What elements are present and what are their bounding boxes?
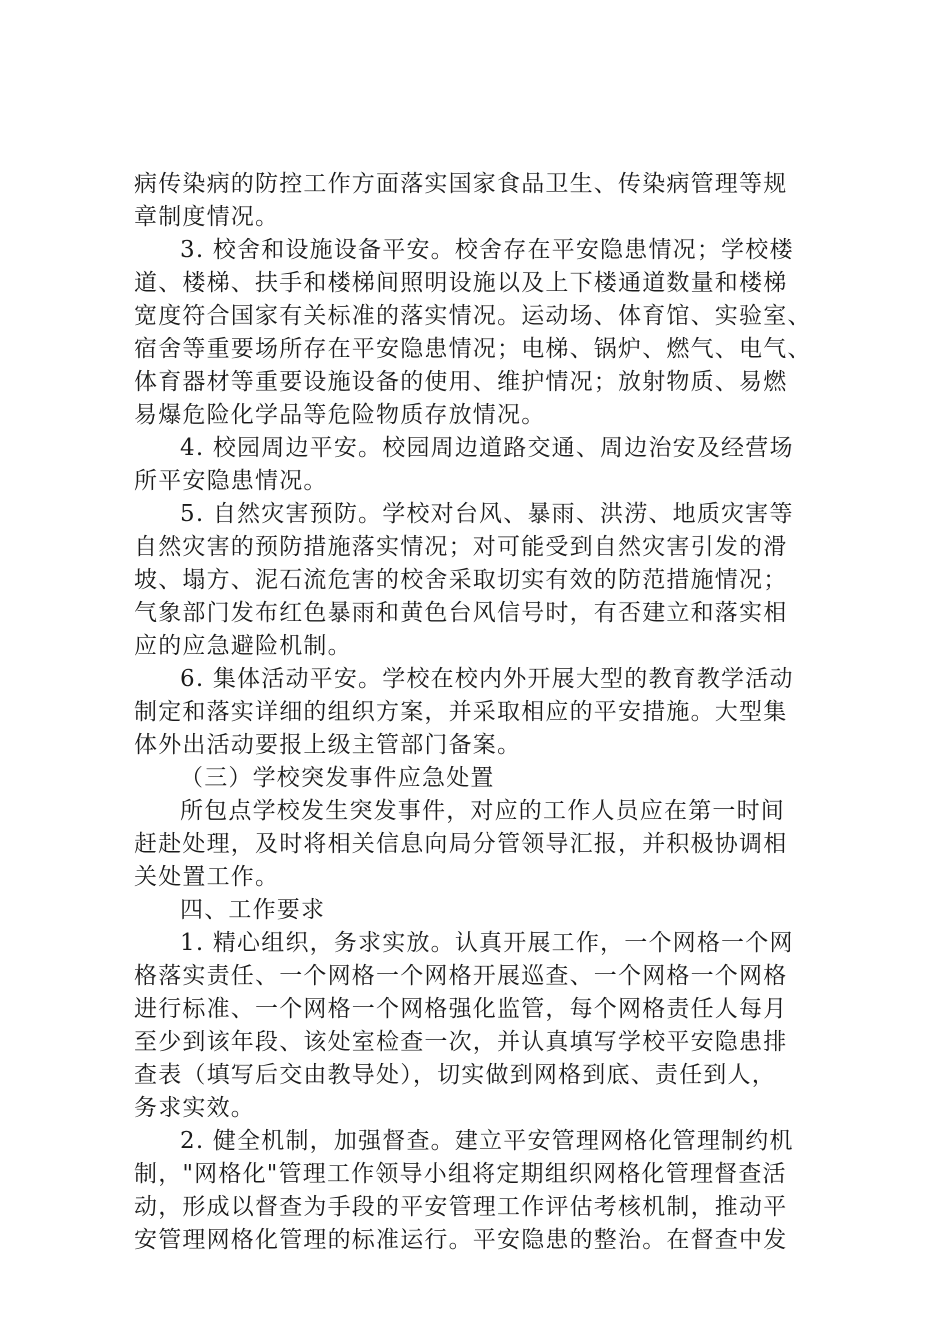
text-line: 6. 集体活动平安。学校在校内外开展大型的教育教学活动 [180, 666, 794, 692]
text-line: 至少到该年段、该处室检查一次，并认真填写学校平安隐患排 [134, 1029, 788, 1055]
text-line: 关处置工作。 [134, 864, 280, 890]
text-line: 动，形成以督查为手段的平安管理工作评估考核机制，推动平 [134, 1194, 788, 1220]
text-line: 赶赴处理，及时将相关信息向局分管领导汇报，并积极协调相 [134, 831, 788, 857]
text-line: 所包点学校发生突发事件，对应的工作人员应在第一时间 [180, 798, 785, 824]
text-line: 4. 校园周边平安。校园周边道路交通、周边治安及经营场 [180, 435, 794, 461]
text-line: 5. 自然灾害预防。学校对台风、暴雨、洪涝、地质灾害等 [180, 501, 794, 527]
text-line: （三）学校突发事件应急处置 [180, 765, 495, 791]
text-line: 制定和落实详细的组织方案，并采取相应的平安措施。大型集 [134, 699, 788, 725]
text-line: 宿舍等重要场所存在平安隐患情况；电梯、锅炉、燃气、电气、 [134, 336, 812, 362]
text-line: 四、工作要求 [180, 897, 326, 923]
text-line: 病传染病的防控工作方面落实国家食品卫生、传染病管理等规 [134, 171, 788, 197]
text-line: 所平安隐患情况。 [134, 468, 328, 494]
text-line: 自然灾害的预防措施落实情况；对可能受到自然灾害引发的滑 [134, 534, 788, 560]
text-line: 坡、塌方、泥石流危害的校舍采取切实有效的防范措施情况； [134, 567, 788, 593]
text-line: 安管理网格化管理的标准运行。平安隐患的整治。在督查中发 [134, 1227, 788, 1253]
text-line: 体育器材等重要设施设备的使用、维护情况；放射物质、易燃 [134, 369, 788, 395]
text-line: 制，"网格化"管理工作领导小组将定期组织网格化管理督查活 [134, 1161, 787, 1187]
text-line: 查表（填写后交由教导处），切实做到网格到底、责任到人， [134, 1062, 776, 1088]
text-line: 章制度情况。 [134, 204, 280, 230]
text-line: 3. 校舍和设施设备平安。校舍存在平安隐患情况；学校楼 [180, 237, 794, 263]
text-line: 气象部门发布红色暴雨和黄色台风信号时，有否建立和落实相 [134, 600, 788, 626]
text-line: 进行标准、一个网格一个网格强化监管，每个网格责任人每月 [134, 996, 788, 1022]
text-line: 应的应急避险机制。 [134, 633, 352, 659]
text-line: 务求实效。 [134, 1095, 255, 1121]
text-line: 宽度符合国家有关标准的落实情况。运动场、体育馆、实验室、 [134, 303, 812, 329]
text-line: 2. 健全机制，加强督查。建立平安管理网格化管理制约机 [180, 1128, 794, 1154]
text-line: 体外出活动要报上级主管部门备案。 [134, 732, 522, 758]
document-body [134, 168, 834, 1257]
text-line: 格落实责任、一个网格一个网格开展巡查、一个网格一个网格 [134, 963, 788, 989]
text-line: 1. 精心组织，务求实放。认真开展工作，一个网格一个网 [180, 930, 794, 956]
text-line: 易爆危险化学品等危险物质存放情况。 [134, 402, 546, 428]
text-line: 道、楼梯、扶手和楼梯间照明设施以及上下楼通道数量和楼梯 [134, 270, 788, 296]
